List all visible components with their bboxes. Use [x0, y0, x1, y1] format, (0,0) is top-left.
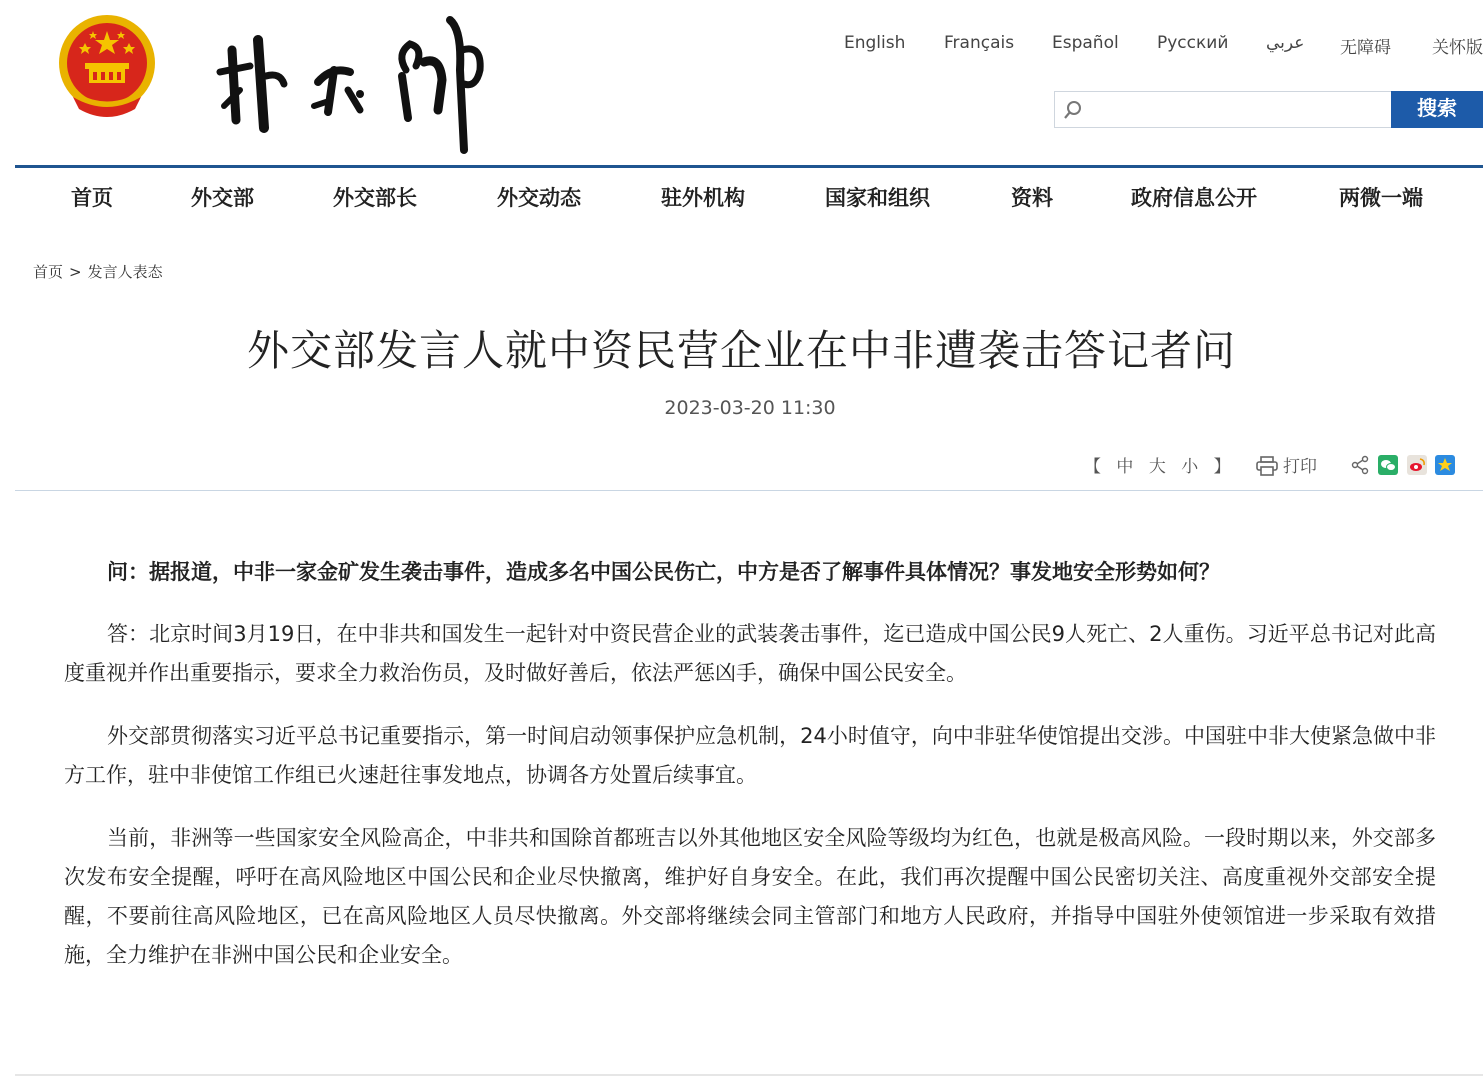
nav-item-home[interactable]: 首页 — [71, 186, 113, 210]
font-size-bracket-open: 【 — [1084, 457, 1101, 477]
national-emblem-logo[interactable] — [55, 13, 159, 121]
lang-french-link[interactable]: Français — [944, 33, 1015, 53]
breadcrumb-separator: > — [69, 263, 82, 281]
nav-item-missions-abroad[interactable]: 驻外机构 — [661, 186, 745, 210]
qzone-icon[interactable] — [1435, 455, 1455, 475]
share-icon[interactable] — [1350, 455, 1370, 475]
lang-spanish-link[interactable]: Español — [1052, 33, 1119, 53]
breadcrumb-home-link[interactable]: 首页 — [33, 263, 64, 281]
wechat-icon[interactable] — [1378, 455, 1398, 475]
share-bar — [1350, 455, 1458, 483]
font-size-small-button[interactable]: 小 — [1181, 457, 1199, 477]
nav-item-countries-orgs[interactable]: 国家和组织 — [825, 186, 930, 210]
article-paragraph: 外交部贯彻落实习近平总书记重要指示，第一时间启动领事保护应急机制，24小时值守，向中非驻华使馆提出交涉。中国驻中非大使紧急做中非方工作，驻中非使馆工作组已火速赶往事发地点，协调各方处置后续事宜。 — [64, 724, 1436, 787]
nav-item-gov-info[interactable]: 政府信息公开 — [1131, 186, 1257, 210]
font-size-medium-button[interactable]: 中 — [1116, 457, 1134, 477]
nav-item-ministry[interactable]: 外交部 — [191, 186, 254, 210]
breadcrumb — [33, 261, 163, 282]
print-button[interactable] — [1255, 452, 1317, 480]
elderly-care-version-link[interactable]: 关怀版 — [1432, 38, 1483, 58]
nav-item-diplomatic-news[interactable]: 外交动态 — [497, 186, 581, 210]
lang-arabic-link[interactable]: عربي — [1266, 33, 1305, 53]
breadcrumb-current-link[interactable]: 发言人表态 — [87, 263, 163, 281]
article-title: 外交部发言人就中资民营企业在中非遭袭击答记者问 — [246, 326, 1236, 375]
language-bar — [820, 33, 1483, 59]
article-date: 2023-03-20 11:30 — [664, 397, 836, 419]
content-divider — [15, 490, 1483, 491]
main-nav — [0, 180, 1483, 220]
nav-item-minister[interactable]: 外交部长 — [333, 186, 417, 210]
weibo-icon[interactable] — [1407, 455, 1427, 475]
nav-item-resources[interactable]: 资料 — [1011, 186, 1053, 210]
search-box — [1054, 91, 1392, 128]
site-calligraphy-logo[interactable] — [210, 10, 495, 155]
printer-icon — [1255, 456, 1279, 476]
font-size-bracket-close: 】 — [1213, 457, 1231, 477]
search-input[interactable] — [1091, 96, 1381, 123]
nav-item-social-media[interactable]: 两微一端 — [1339, 186, 1423, 210]
article-question: 问：据报道，中非一家金矿发生袭击事件，造成多名中国公民伤亡，中方是否了解事件具体情况？事发地安全形势如何？ — [107, 560, 1220, 584]
accessibility-link[interactable]: 无障碍 — [1340, 38, 1391, 58]
article-paragraph: 当前，非洲等一些国家安全风险高企，中非共和国除首都班吉以外其他地区安全风险等级均为红色，也就是极高风险。一段时期以来，外交部多次发布安全提醒，呼吁在高风险地区中国公民和企业尽快撤离，维护好自身安全。在此，我们再次提醒中国公民密切关注、高度重视外交部安全提醒，不要前往高风险地区，已在高风险地区人员尽快撤离。外交部将继续会同主管部门和地方人民政府，并指导中国驻外使领馆进一步采取有效措施，全力维护在非洲中国公民和企业安全。 — [64, 826, 1436, 967]
article-body — [64, 553, 1436, 999]
lang-russian-link[interactable]: Русский — [1157, 33, 1229, 53]
print-label: 打印 — [1283, 457, 1317, 477]
font-size-switch — [1084, 452, 1241, 480]
lang-english-link[interactable]: English — [844, 33, 906, 53]
search-icon — [1061, 98, 1085, 122]
header-divider — [15, 165, 1483, 168]
footer-divider — [15, 1074, 1483, 1076]
font-size-large-button[interactable]: 大 — [1148, 457, 1166, 477]
article-paragraph: 答：北京时间3月19日，在中非共和国发生一起针对中资民营企业的武装袭击事件，迄已造成中国公民9人死亡、2人重伤。习近平总书记对此高度重视并作出重要指示，要求全力救治伤员，及时做好善后，依法严惩凶手，确保中国公民安全。 — [64, 622, 1436, 685]
search-button[interactable]: 搜索 — [1391, 91, 1483, 128]
